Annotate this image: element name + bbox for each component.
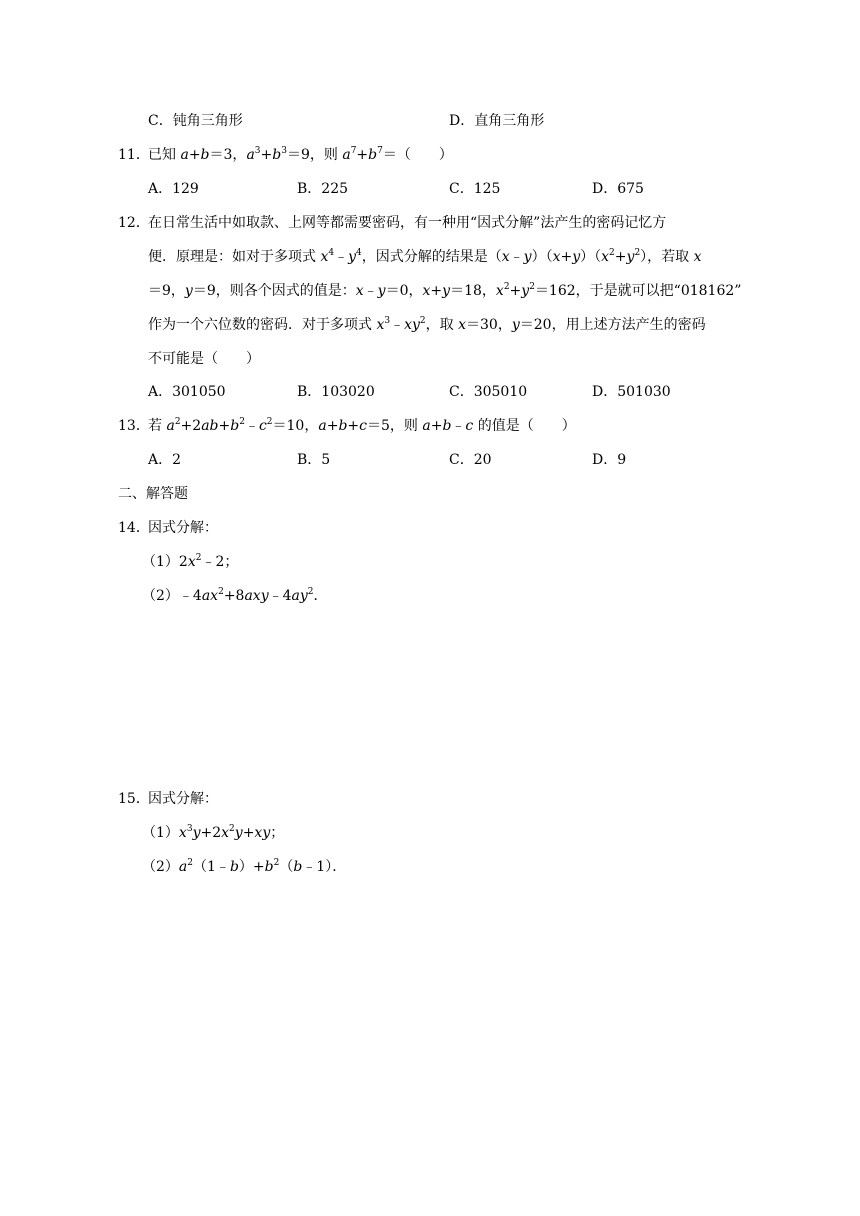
q12-number: 12． [118,215,150,231]
q13-option-c: C．20 [449,452,492,468]
q13-option-d: D．9 [592,452,627,468]
q12-option-d: D．501030 [592,384,671,400]
q11-stem: 已知 a+b＝3，$a^3+b^3=9$，则 $a^7+b^7=$（ ） [148,146,453,163]
q14-stem: 因式分解： [148,520,218,536]
q14-part-1: $(1)2x^2﹣2$； [142,553,239,570]
q11-option-a: A．129 [148,181,199,197]
q12-option-c: C．305010 [449,384,528,400]
q12-option-b: B．103020 [297,384,375,400]
q10-option-c: C．钝角三角形 [148,113,243,129]
q12-line-2: 便．原理是：如对于多项式 $x^4﹣y^4$，因式分解的结果是$(x﹣y)(x+y)(x^2+y^2)$，若取 x [148,248,702,265]
q13-option-a: A．2 [148,452,182,468]
q15-part-2: $(2)a^2(1﹣b)+b^2(b﹣1)$． [142,858,347,875]
q14-number: 14． [118,520,150,536]
q11-option-d: D．675 [592,181,644,197]
q11-option-c: C．125 [449,181,501,197]
section-title-answer-questions: 二、解答题 [118,486,188,502]
q14-part-2: $(2)﹣4ax^2+8axy﹣4ay^2$． [142,587,328,604]
q12-line-3: ＝9，y＝9，则各个因式的值是：x﹣y＝0，x+y＝18，$x^2+y^2=162$，于是就可以把“018162” [148,282,742,299]
q13-number: 13． [118,418,150,434]
q12-line-1: 在日常生活中如取款、上网等都需要密码，有一种用“因式分解”法产生的密码记忆方 [148,215,667,231]
q15-stem: 因式分解： [148,791,218,807]
q11-number: 11． [118,147,150,163]
q13-option-b: B．5 [297,452,331,468]
q11-option-b: B．225 [297,181,349,197]
q15-part-1: $(1)x^3y+2x^2y+xy$； [142,824,285,841]
q10-option-d: D．直角三角形 [449,113,545,129]
q12-line-5: 不可能是（ ） [148,351,260,367]
q12-option-a: A．301050 [148,384,226,400]
q12-line-4: 作为一个六位数的密码．对于多项式 $x^3﹣xy^2$，取 x＝30，y＝20，用上述方法产生的密码 [148,316,706,333]
q13-stem: 若 $a^2+2ab+b^2﹣c^2=10$，a+b+c＝5，则 a+b﹣c 的值是（ ） [148,417,576,434]
q15-number: 15． [118,791,150,807]
